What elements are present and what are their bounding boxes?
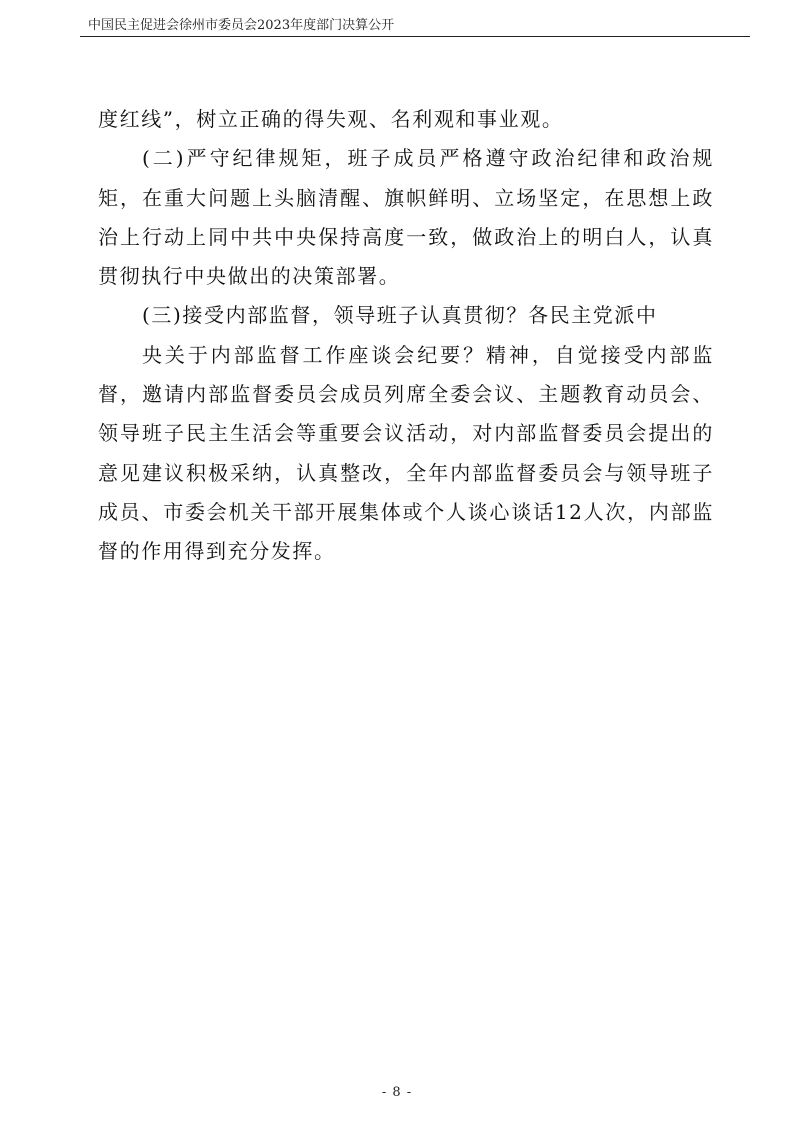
paragraph-supervision-body: 央关于内部监督工作座谈会纪要？精神，自觉接受内部监督，邀请内部监督委员会成员列席全委会议、主题教育动员会、领导班子民主生活会等重要会议活动，对内部监督委员会提出的意见建议积极采纳，认真整改，全年内部监督委员会与领导班子成员、市委会机关干部开展集体或个人谈心谈话12人次，内部监督的作用得到充分发挥。: [98, 342, 714, 564]
header-divider: [80, 36, 750, 37]
page-header: 中国民主促进会徐州市委员会2023年度部门决算公开: [88, 18, 395, 33]
paragraph-discipline: (二)严守纪律规矩，班子成员严格遵守政治纪律和政治规矩，在重大问题上头脑清醒、旗帜鲜明、立场坚定，在思想上政治上行动上同中共中央保持高度一致，做政治上的明白人，认真贯彻执行中央做出的决策部署。: [98, 146, 714, 289]
page-number: - 8 -: [381, 1085, 413, 1100]
paragraph-continuation: 度红线”，树立正确的得失观、名利观和事业观。: [98, 107, 564, 131]
paragraph-supervision-heading: (三)接受内部监督，领导班子认真贯彻？各民主党派中: [142, 303, 658, 328]
document-body: [98, 100, 714, 572]
